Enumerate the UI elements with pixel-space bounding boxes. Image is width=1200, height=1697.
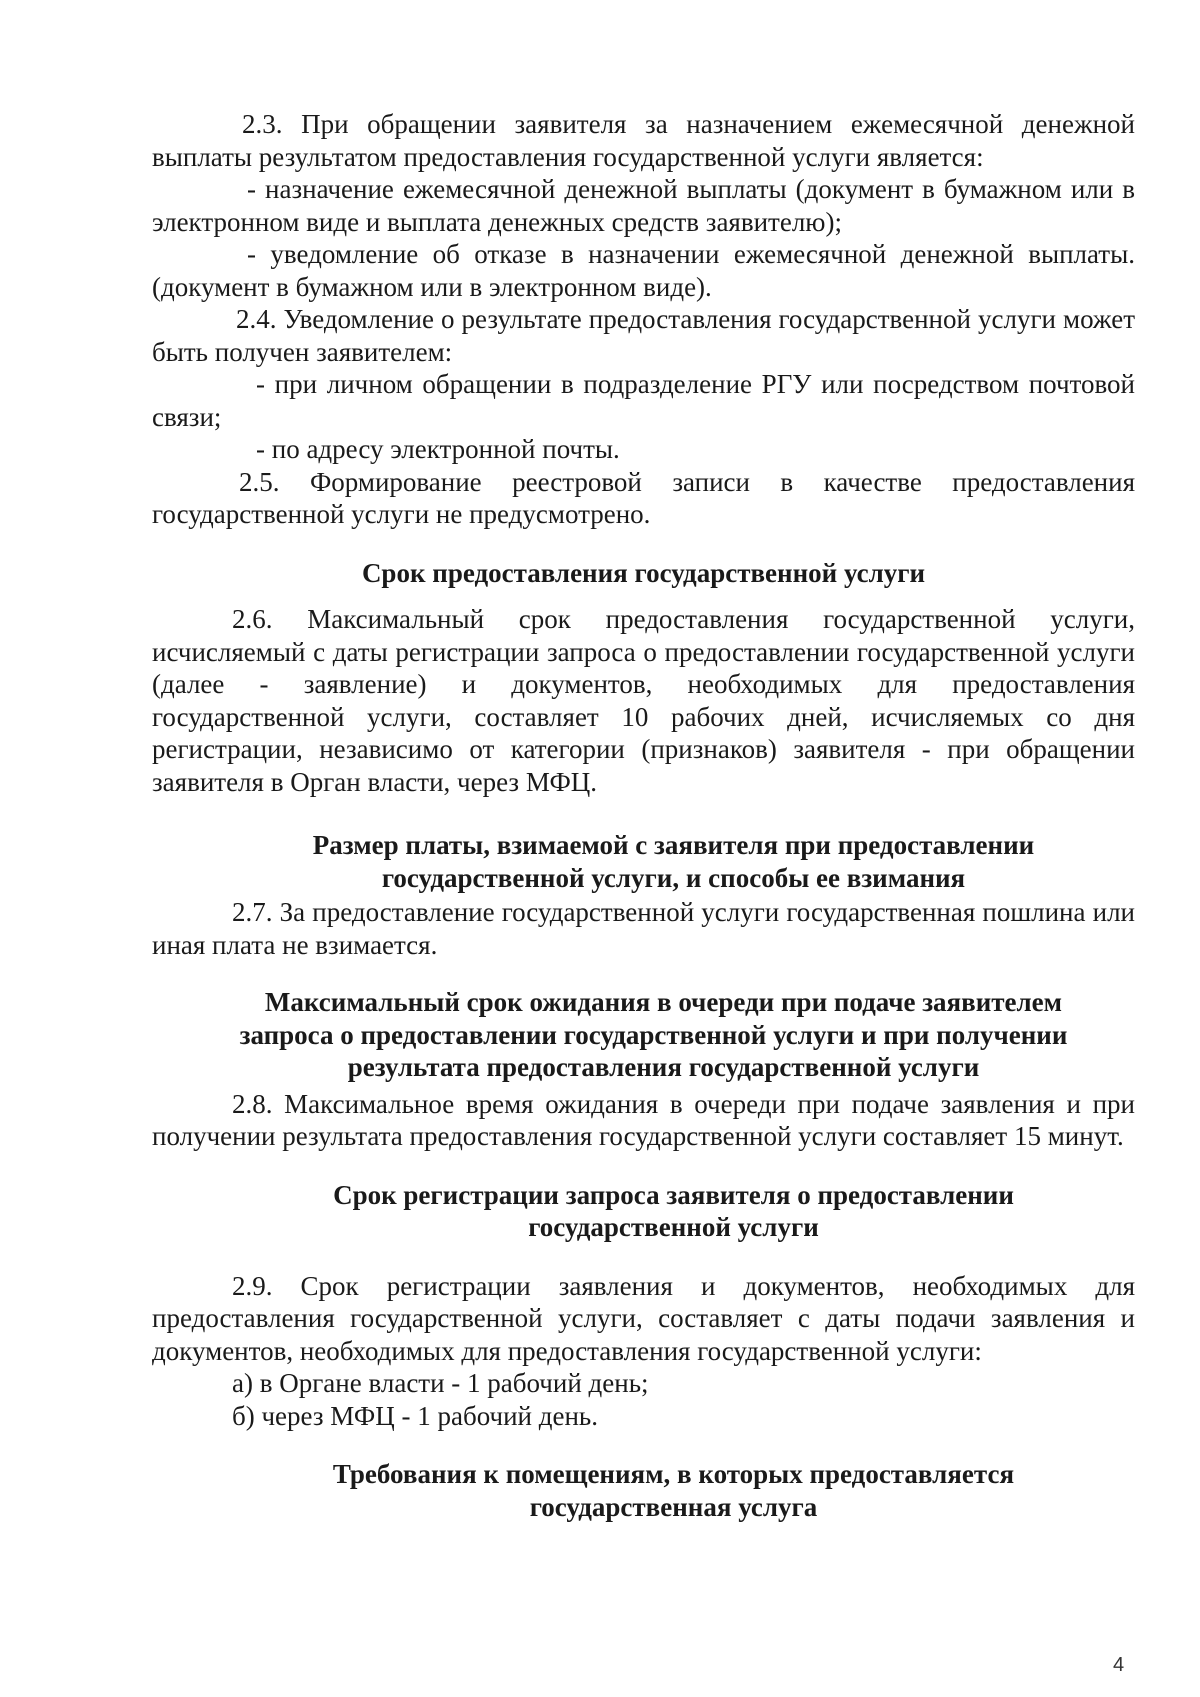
heading-srok: Срок предоставления государственной услуги bbox=[361, 557, 926, 588]
paragraph-2-3-item-2: - уведомление об отказе в назначении ежемесячной денежной выплаты. (документ в бумажном или в электронном виде). bbox=[152, 239, 1135, 302]
paragraph-2-4: 2.4. Уведомление о результате предоставления государственной услуги может быть получен заявителем: bbox=[152, 304, 1135, 367]
paragraph-2-5: 2.5. Формирование реестровой записи в качестве предоставления государственной услуги не предусмотрено. bbox=[152, 466, 1135, 529]
heading-registration-line-1: Срок регистрации запроса заявителя о предоставлении bbox=[333, 1179, 1014, 1210]
heading-plata-line-2: государственной услуги, и способы ее взимания bbox=[381, 862, 966, 893]
page-number: 4 bbox=[1113, 1654, 1125, 1676]
paragraph-2-4-item-1: - при личном обращении в подразделение РГУ или посредством почтовой связи; bbox=[152, 369, 1135, 432]
paragraph-2-7: 2.7. За предоставление государственной услуги государственная пошлина или иная плата не взимается. bbox=[152, 897, 1135, 960]
document-body bbox=[152, 108, 1135, 1523]
paragraph-2-4-item-2: - по адресу электронной почты. bbox=[256, 434, 620, 464]
heading-plata bbox=[152, 829, 1135, 894]
heading-ochered-line-3: результата предоставления государственной услуги bbox=[347, 1052, 980, 1082]
paragraph-2-8: 2.8. Максимальное время ожидания в очереди при подаче заявления и при получении результата предоставления государственной услуги составляет 15 минут. bbox=[152, 1088, 1135, 1151]
paragraph-2-3-item-1: - назначение ежемесячной денежной выплаты (документ в бумажном или в электронном виде и выплата денежных средств заявителю); bbox=[152, 174, 1135, 237]
paragraph-2-9-a: а) в Органе власти - 1 рабочий день; bbox=[232, 1368, 649, 1398]
heading-registration bbox=[152, 1179, 1135, 1244]
paragraph-2-9-b: б) через МФЦ - 1 рабочий день. bbox=[232, 1400, 598, 1431]
heading-ochered-line-2: запроса о предоставлении государственной услуги и при получении bbox=[239, 1019, 1068, 1050]
heading-registration-line-2: государственной услуги bbox=[528, 1212, 819, 1242]
heading-plata-line-1: Размер платы, взимаемой с заявителя при предоставлении bbox=[312, 830, 1035, 860]
heading-premises-line-2: государственная услуга bbox=[529, 1491, 818, 1522]
heading-ochered-line-1: Максимальный срок ожидания в очереди при подаче заявителем bbox=[264, 987, 1063, 1017]
heading-premises-line-1: Требования к помещениям, в которых предоставляется bbox=[332, 1459, 1015, 1489]
heading-ochered bbox=[152, 986, 1135, 1084]
paragraph-2-3: 2.3. При обращении заявителя за назначением ежемесячной денежной выплаты результатом предоставления государственной услуги является: bbox=[152, 109, 1135, 172]
paragraph-2-9: 2.9. Срок регистрации заявления и документов, необходимых для предоставления государственной услуги, составляет с даты подачи заявления и документов, необходимых для предоставления государственной услуги: bbox=[152, 1270, 1135, 1366]
paragraph-2-6: 2.6. Максимальный срок предоставления государственной услуги, исчисляемый с даты регистрации запроса о предоставлении государственной услуги (далее - заявление) и документов, необходимых для предоставления государственной услуги, составляет 10 рабочих дней, исчисляемых со дня регистрации, независимо от категории (признаков) заявителя - при обращении заявителя в Орган власти, через МФЦ. bbox=[152, 604, 1135, 797]
heading-premises bbox=[152, 1458, 1135, 1523]
